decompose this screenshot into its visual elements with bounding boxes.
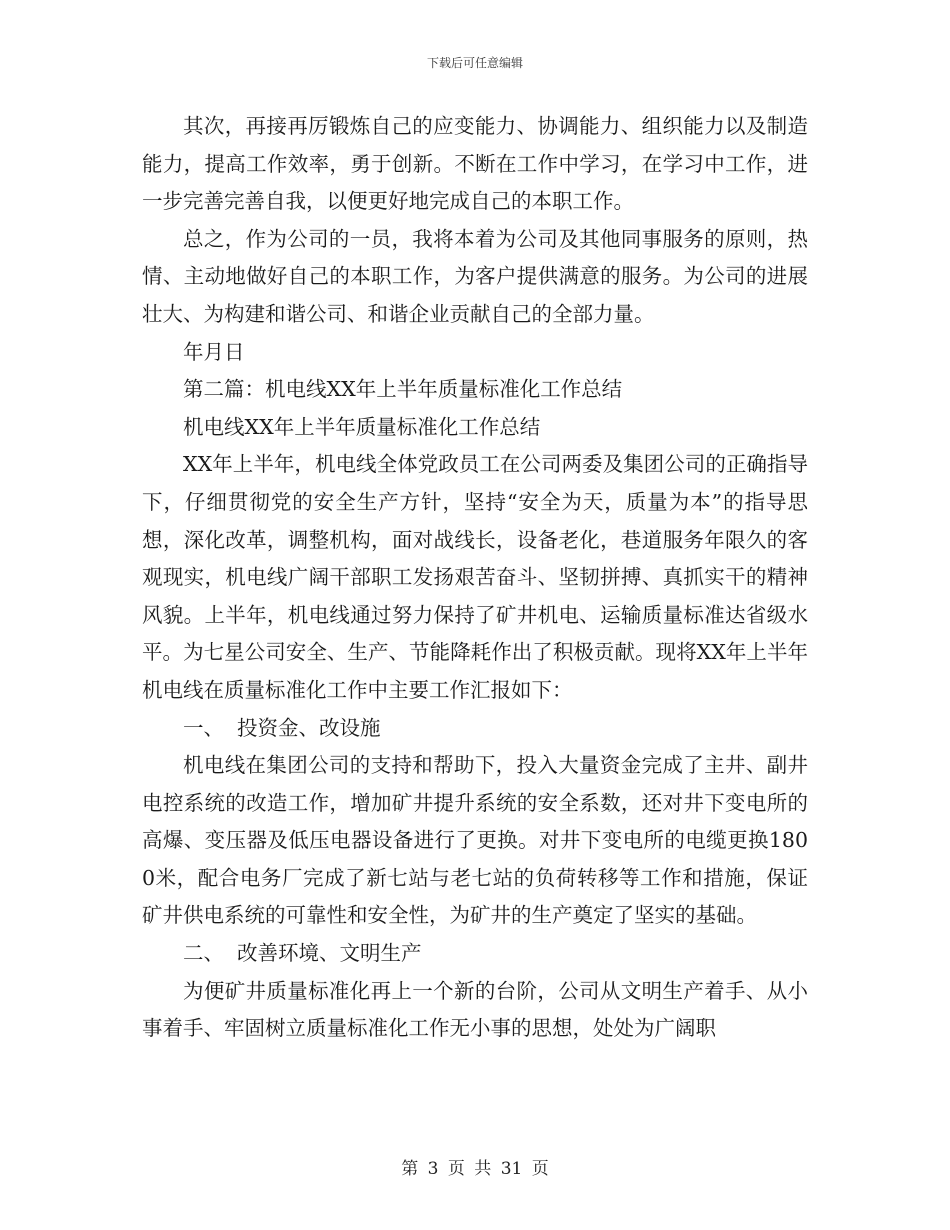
section-heading: 第二篇：机电线XX年上半年质量标准化工作总结 — [183, 377, 623, 402]
paragraph-3: XX年上半年，机电线全体党政员工在公司两委及集团公司的正确指导下，仔细贯彻党的安全生产方针，坚持“安全为天，质量为本”的指导思想，深化改革，调整机构，面对战线长，设备老化，巷道服务年限久的客观现实，机电线广阔干部职工发扬艰苦奋斗、坚韧拼搏、真抓实干的精神风貌。上半年，机电线通过努力保持了矿井机电、运输质量标准达省级水平。为七星公司安全、生产、节能降耗作出了积极贡献。现将XX年上半年机电线在质量标准化工作中主要工作汇报如下： — [142, 452, 808, 702]
page-header: 下载后可任意编辑 — [426, 56, 523, 70]
document-body — [142, 108, 808, 1048]
subheading-2: 二、 改善环境、文明生产 — [183, 941, 422, 966]
paragraph-1: 其次，再接再厉锻炼自己的应变能力、协调能力、组织能力以及制造能力，提高工作效率，勇于创新。不断在工作中学习，在学习中工作，进一步完善完善自我，以便更好地完成自己的本职工作。 — [142, 114, 808, 214]
section-title: 机电线XX年上半年质量标准化工作总结 — [183, 414, 541, 439]
date-line: 年月日 — [183, 339, 245, 364]
paragraph-2: 总之，作为公司的一员，我将本着为公司及其他同事服务的原则，热情、主动地做好自己的本职工作，为客户提供满意的服务。为公司的进展壮大、为构建和谐公司、和谐企业贡献自己的全部力量。 — [142, 226, 808, 326]
paragraph-5: 为便矿井质量标准化再上一个新的台阶，公司从文明生产着手、从小事着手、牢固树立质量标准化工作无小事的思想，处处为广阔职 — [142, 978, 808, 1041]
subheading-1: 一、 投资金、改设施 — [183, 715, 381, 740]
page-footer: 第 3 页 共 31 页 — [401, 1159, 549, 1179]
paragraph-4: 机电线在集团公司的支持和帮助下，投入大量资金完成了主井、副井电控系统的改造工作，增加矿井提升系统的安全系数，还对井下变电所的高爆、变压器及低压电器设备进行了更换。对井下变电所的电缆更换1800米，配合电务厂完成了新七站与老七站的负荷转移等工作和措施，保证矿井供电系统的可靠性和安全性，为矿井的生产奠定了坚实的基础。 — [142, 753, 808, 928]
